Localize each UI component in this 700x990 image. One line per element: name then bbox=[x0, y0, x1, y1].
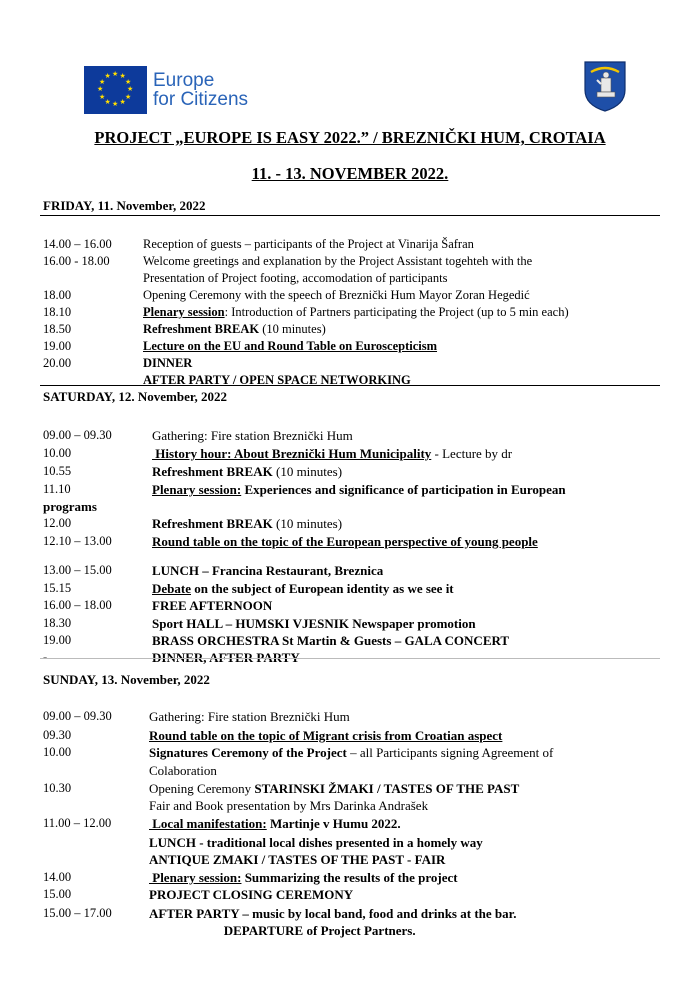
schedule-time: 18.10 bbox=[43, 305, 72, 319]
description-text: Plenary session: bbox=[152, 482, 242, 497]
divider bbox=[40, 385, 660, 386]
description-text: Signatures Ceremony of the Project bbox=[149, 745, 347, 760]
schedule-description bbox=[152, 445, 512, 462]
description-text: Presentation of Project footing, accomodation of participants bbox=[143, 271, 448, 285]
schedule-time: 18.30 bbox=[43, 616, 72, 630]
description-text: Gathering: Fire station Breznički Hum bbox=[149, 709, 350, 724]
description-text: Sport HALL – HUMSKI VJESNIK Newspaper promotion bbox=[152, 616, 476, 631]
eu-flag-icon bbox=[84, 66, 147, 114]
schedule-time: 10.00 bbox=[43, 446, 72, 460]
description-text: AFTER PARTY – music by local band, food and drinks at the bar. bbox=[149, 906, 517, 921]
description-text: BRASS ORCHESTRA St Martin & Guests – GALA CONCERT bbox=[152, 633, 510, 648]
description-text: LUNCH - traditional local dishes presented in a homely way bbox=[149, 835, 483, 850]
schedule-time: 15.00 – 17.00 bbox=[43, 906, 112, 920]
europe-for-citizens-logo bbox=[84, 65, 248, 114]
description-text: DEPARTURE bbox=[149, 923, 304, 938]
document-title: PROJECT „EUROPE IS EASY 2022.” / BREZNIČKI HUM, CROTAIA bbox=[94, 128, 606, 147]
eu-star-icon: ★ bbox=[124, 77, 132, 86]
eu-star-icon: ★ bbox=[99, 92, 106, 101]
schedule-time: - bbox=[43, 650, 48, 664]
schedule-description bbox=[149, 922, 416, 939]
day-heading-saturday: SATURDAY, 12. November, 2022 bbox=[43, 389, 227, 404]
schedule-description bbox=[143, 287, 530, 304]
schedule-time: 13.00 – 15.00 bbox=[43, 563, 112, 577]
description-text: FREE AFTERNOON bbox=[152, 598, 273, 613]
schedule-description bbox=[149, 815, 401, 832]
eu-star-icon: ★ bbox=[104, 72, 111, 80]
description-text: ANTIQUE ZMAKI / TASTES OF THE PAST - FAIR bbox=[149, 852, 446, 867]
schedule-description bbox=[143, 253, 532, 270]
description-text: Refreshment BREAK bbox=[152, 516, 273, 531]
description-text: Experiences and significance of participation in European bbox=[241, 482, 566, 497]
schedule-description bbox=[149, 744, 553, 761]
schedule-description bbox=[152, 515, 342, 532]
schedule-description bbox=[143, 338, 437, 355]
eu-star-icon: ★ bbox=[99, 77, 106, 86]
description-text: Plenary session bbox=[143, 305, 225, 319]
schedule-description bbox=[152, 580, 454, 597]
schedule-time: 18.50 bbox=[43, 322, 72, 336]
eu-star-icon: ★ bbox=[97, 85, 104, 93]
description-text: Welcome greetings and explanation by the Project Assistant togehteh with the bbox=[143, 254, 533, 268]
schedule-time: 10.30 bbox=[43, 781, 72, 795]
description-text: Martinje v Humu 2022. bbox=[266, 816, 401, 831]
schedule-description bbox=[149, 780, 519, 797]
schedule-description bbox=[149, 727, 502, 744]
eu-star-icon: ★ bbox=[124, 92, 132, 101]
description-text: on the subject of European identity as we see it bbox=[191, 581, 454, 596]
schedule-time: 14.00 – 16.00 bbox=[43, 237, 112, 251]
day-heading-sunday: SUNDAY, 13. November, 2022 bbox=[43, 672, 210, 687]
eu-star-icon: ★ bbox=[104, 97, 111, 106]
schedule-time: 16.00 - 18.00 bbox=[43, 254, 110, 268]
schedule-description bbox=[152, 562, 383, 579]
schedule-time: 16.00 – 18.00 bbox=[43, 598, 112, 612]
schedule-description bbox=[143, 355, 192, 372]
description-text: Fair and Book presentation by Mrs Darinka Andrašek bbox=[149, 798, 429, 813]
description-text: Opening Ceremony bbox=[149, 781, 255, 796]
schedule-time: 11.00 – 12.00 bbox=[43, 816, 112, 830]
schedule-time: 14.00 bbox=[43, 870, 72, 884]
schedule-description bbox=[149, 797, 428, 814]
description-text: Debate bbox=[152, 581, 191, 596]
description-text: STARINSKI ŽMAKI / TASTES OF THE PAST bbox=[254, 781, 520, 796]
eu-logo-text-line1: Europe bbox=[153, 69, 215, 91]
description-text: Round table on the topic of Migrant crisis from Croatian aspect bbox=[149, 728, 503, 743]
description-text: Gathering: Fire station Breznički Hum bbox=[152, 428, 353, 443]
description-text: Colaboration bbox=[149, 763, 217, 778]
schedule-description bbox=[152, 597, 272, 614]
schedule-time: 20.00 bbox=[43, 356, 72, 370]
schedule-time: 19.00 bbox=[43, 633, 72, 647]
schedule-description bbox=[143, 304, 569, 321]
schedule-description bbox=[143, 372, 411, 389]
schedule-description bbox=[149, 869, 458, 886]
schedule-time: 10.55 bbox=[43, 464, 72, 478]
description-text: : Introduction of Partners participating the Project (up to 5 min each) bbox=[224, 305, 569, 319]
schedule-time: 12.00 bbox=[43, 516, 72, 530]
description-text: Reception of guests – participants of the Project at Vinarija Šafran bbox=[143, 237, 474, 251]
schedule-time: 18.00 bbox=[43, 288, 72, 302]
description-text: AFTER PARTY / OPEN SPACE NETWORKING bbox=[143, 373, 411, 387]
schedule-time: 19.00 bbox=[43, 339, 72, 353]
description-text: Lecture on the EU and Round Table on Euroscepticism bbox=[143, 339, 438, 353]
schedule-description bbox=[143, 321, 326, 338]
description-text: Opening Ceremony with the speech of Breznički Hum Mayor Zoran Hegedić bbox=[143, 288, 530, 302]
schedule-time: 09.30 bbox=[43, 728, 72, 742]
schedule-description bbox=[143, 270, 447, 287]
schedule-description bbox=[149, 905, 516, 922]
schedule-description bbox=[149, 886, 353, 903]
schedule-description bbox=[152, 481, 566, 498]
description-text: - Lecture by dr bbox=[431, 446, 513, 461]
day-heading-friday: FRIDAY, 11. November, 2022 bbox=[43, 198, 206, 213]
schedule-description bbox=[149, 708, 350, 725]
description-text: Refreshment BREAK bbox=[152, 464, 273, 479]
schedule-description bbox=[143, 236, 474, 253]
description-text: (10 minutes) bbox=[272, 516, 343, 531]
schedule-time: 09.00 – 09.30 bbox=[43, 709, 112, 723]
description-text: DINNER bbox=[143, 356, 193, 370]
divider bbox=[40, 658, 660, 659]
schedule-description bbox=[149, 762, 217, 779]
description-text: Local manifestation: bbox=[149, 816, 267, 831]
description-text: (10 minutes) bbox=[272, 464, 343, 479]
description-text: PROJECT CLOSING CEREMONY bbox=[149, 887, 354, 902]
description-text: Round table on the topic of the European perspective of young people bbox=[152, 534, 538, 549]
schedule-time: 11.10 bbox=[43, 482, 71, 496]
divider bbox=[40, 215, 660, 216]
schedule-description bbox=[152, 463, 342, 480]
description-text: DINNER, AFTER PARTY bbox=[152, 650, 300, 665]
schedule-time: 09.00 – 09.30 bbox=[43, 428, 112, 442]
description-text: Refreshment BREAK bbox=[143, 322, 260, 336]
schedule-description bbox=[149, 834, 483, 851]
document-dates: 11. - 13. NOVEMBER 2022. bbox=[251, 164, 449, 183]
schedule-time: 12.10 – 13.00 bbox=[43, 534, 112, 548]
schedule-description bbox=[152, 427, 353, 444]
schedule-time: 15.15 bbox=[43, 581, 72, 595]
eu-star-icon: ★ bbox=[119, 97, 126, 106]
eu-star-icon: ★ bbox=[119, 72, 126, 80]
schedule-description bbox=[152, 632, 509, 649]
eu-logo-text-line2: for Citizens bbox=[153, 88, 249, 110]
eu-star-icon: ★ bbox=[112, 70, 119, 78]
schedule-description bbox=[149, 851, 445, 868]
description-text: History hour: About Breznički Hum Municipality bbox=[152, 446, 432, 461]
description-text: of Project Partners. bbox=[306, 923, 416, 938]
description-text: (10 minutes) bbox=[259, 322, 326, 336]
schedule-time: 15.00 bbox=[43, 887, 72, 901]
description-text: LUNCH – Francina Restaurant, Breznica bbox=[152, 563, 384, 578]
coat-of-arms-icon bbox=[583, 60, 627, 112]
schedule-time: programs bbox=[43, 499, 97, 514]
description-text: Summarizing the results of the project bbox=[241, 870, 458, 885]
eu-star-icon: ★ bbox=[112, 100, 119, 108]
eu-star-icon: ★ bbox=[127, 85, 134, 93]
description-text: – all Participants signing Agreement of bbox=[346, 745, 554, 760]
description-text: Plenary session: bbox=[149, 870, 242, 885]
schedule-description bbox=[152, 615, 476, 632]
schedule-time: 10.00 bbox=[43, 745, 72, 759]
schedule-description bbox=[152, 533, 538, 550]
